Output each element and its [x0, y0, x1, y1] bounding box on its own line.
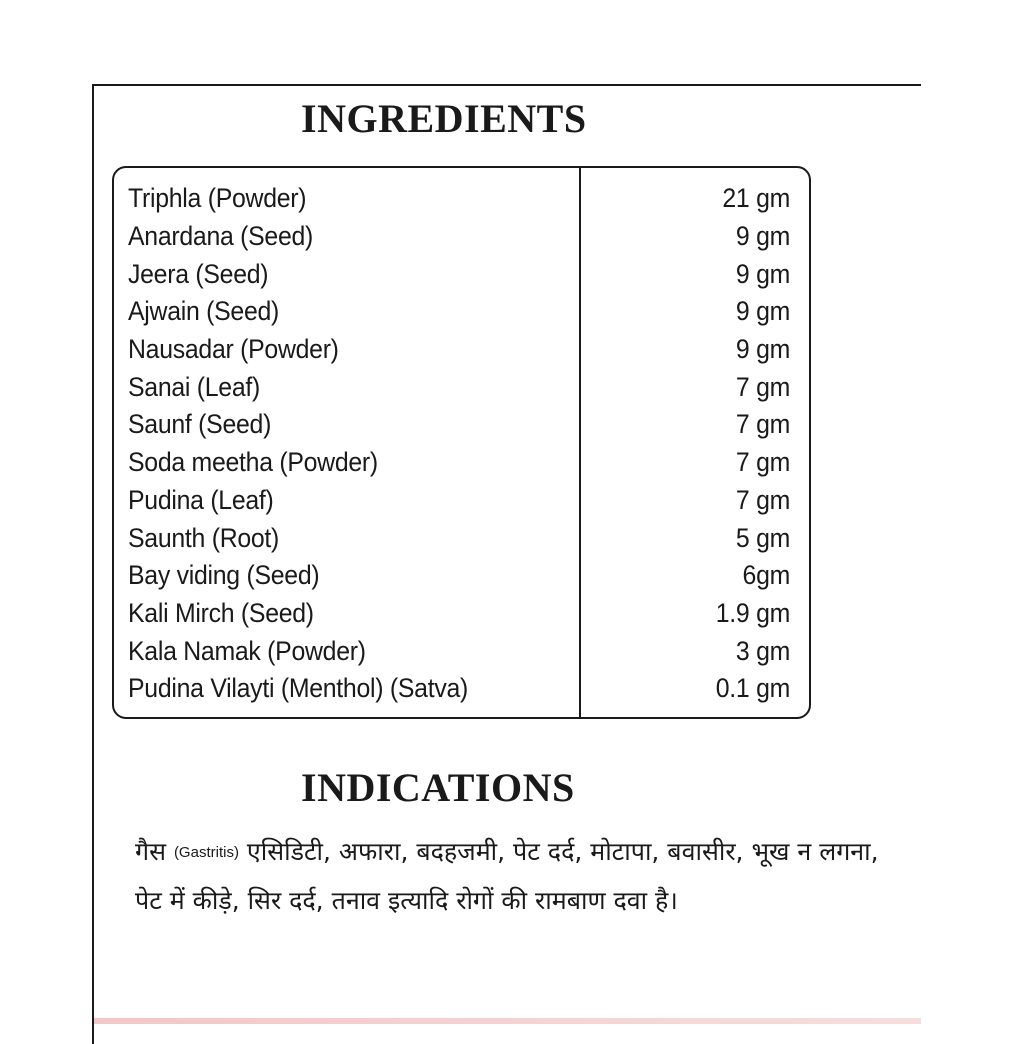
ingredient-amount: 1.9 gm	[715, 597, 791, 628]
ingredient-row	[128, 557, 790, 595]
ingredient-row	[128, 670, 790, 708]
ingredient-name: Kala Namak (Powder)	[128, 635, 366, 666]
ingredient-name: Soda meetha (Powder)	[128, 447, 378, 478]
ingredient-name: Saunf (Seed)	[128, 409, 272, 440]
ingredient-row	[128, 482, 790, 520]
ingredient-name: Nausadar (Powder)	[128, 334, 339, 365]
ingredient-amount: 9 gm	[735, 296, 791, 327]
ingredient-amount: 5 gm	[735, 522, 791, 553]
ingredient-name: Pudina (Leaf)	[128, 484, 274, 515]
indications-body: एसिडिटी, अफारा, बदहजमी, पेट दर्द, मोटापा, बवासीर, भूख न लगना, पेट में कीड़े, सिर दर्द, तनाव इत्यादि रोगों की रामबाण दवा है।	[135, 837, 879, 915]
ingredient-row	[128, 180, 790, 218]
ingredient-amount: 6gm	[742, 560, 791, 591]
indications-text	[135, 828, 895, 925]
ingredient-name: Triphla (Powder)	[128, 183, 307, 214]
ingredient-name: Jeera (Seed)	[128, 258, 269, 289]
ingredient-row	[128, 444, 790, 482]
ingredient-row	[128, 406, 790, 444]
ingredient-amount: 7 gm	[735, 447, 791, 478]
ingredient-amount: 7 gm	[735, 409, 791, 440]
ingredient-amount: 9 gm	[735, 221, 791, 252]
indications-heading: INDICATIONS	[301, 765, 575, 810]
bottom-color-strip	[94, 1018, 921, 1024]
ingredient-name: Bay viding (Seed)	[128, 560, 320, 591]
ingredient-row	[128, 218, 790, 256]
ingredient-amount: 9 gm	[735, 258, 791, 289]
ingredient-amount: 3 gm	[735, 635, 791, 666]
ingredients-table	[112, 166, 811, 719]
indications-gastritis-latin: (Gastritis)	[173, 844, 239, 861]
ingredient-amount: 9 gm	[735, 334, 791, 365]
ingredients-list	[128, 180, 790, 708]
ingredient-row	[128, 595, 790, 633]
ingredient-row	[128, 368, 790, 406]
ingredient-name: Saunth (Root)	[128, 522, 280, 553]
ingredient-amount: 7 gm	[735, 484, 791, 515]
ingredients-heading: INGREDIENTS	[301, 96, 587, 141]
ingredient-amount: 0.1 gm	[715, 673, 791, 704]
ingredient-row	[128, 293, 790, 331]
indications-gas-word: गैस	[135, 837, 166, 866]
ingredient-row	[128, 255, 790, 293]
ingredient-row	[128, 519, 790, 557]
ingredient-row	[128, 632, 790, 670]
ingredient-name: Pudina Vilayti (Menthol) (Satva)	[128, 673, 469, 704]
ingredient-name: Anardana (Seed)	[128, 221, 314, 252]
ingredient-name: Kali Mirch (Seed)	[128, 597, 314, 628]
ingredient-row	[128, 331, 790, 369]
ingredient-amount: 7 gm	[735, 371, 791, 402]
ingredient-name: Sanai (Leaf)	[128, 371, 261, 402]
ingredient-name: Ajwain (Seed)	[128, 296, 280, 327]
ingredient-amount: 21 gm	[722, 183, 791, 214]
